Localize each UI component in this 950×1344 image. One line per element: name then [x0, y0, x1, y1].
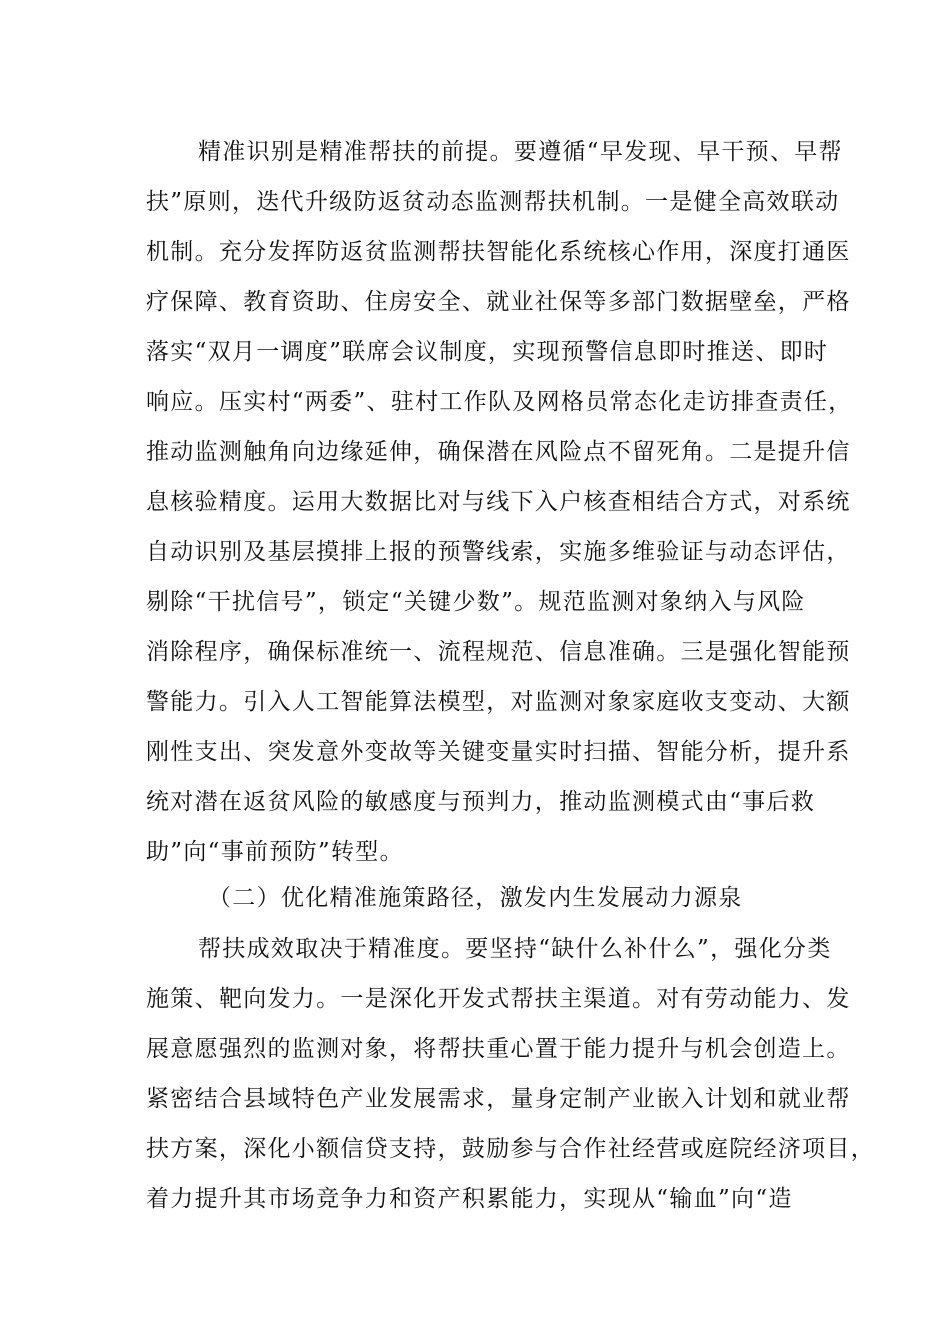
- paragraph-1-line-4: 疗保障、教育资助、住房安全、就业社保等多部门数据壁垒，严格: [146, 289, 851, 315]
- paragraph-1-line-15: 助”向“事前预防”转型。: [146, 839, 404, 865]
- paragraph-2-line-6: 着力提升其市场竞争力和资产积累能力，实现从“输血”向“造: [146, 1186, 793, 1212]
- paragraph-1-line-5: 落实“双月一调度”联席会议制度，实现预警信息即时推送、即时: [146, 339, 829, 365]
- paragraph-1-line-3: 机制。充分发挥防返贫监测帮扶智能化系统核心作用，深度打通医: [146, 239, 851, 265]
- paragraph-1-line-13: 刚性支出、突发意外变故等关键变量实时扫描、智能分析，提升系: [146, 739, 851, 765]
- paragraph-2-line-4: 紧密结合县域特色产业发展需求，量身定制产业嵌入计划和就业帮: [146, 1086, 851, 1112]
- paragraph-2-line-1: 帮扶成效取决于精准度。要坚持“缺什么补什么”，强化分类: [198, 936, 832, 962]
- paragraph-2-line-3: 展意愿强烈的监测对象，将帮扶重心置于能力提升与机会创造上。: [146, 1036, 851, 1062]
- paragraph-1-line-11: 消除程序，确保标准统一、流程规范、信息准确。三是强化智能预: [146, 639, 851, 665]
- paragraph-2-line-2: 施策、靶向发力。一是深化开发式帮扶主渠道。对有劳动能力、发: [146, 986, 851, 1012]
- paragraph-1-line-1: 精准识别是精准帮扶的前提。要遵循“早发现、早干预、早帮: [198, 139, 843, 165]
- paragraph-1-line-10: 剔除“干扰信号”，锁定“关键少数”。规范监测对象纳入与风险: [146, 589, 806, 615]
- paragraph-1-line-8: 息核验精度。运用大数据比对与线下入户核查相结合方式，对系统: [146, 489, 851, 515]
- paragraph-1-line-9: 自动识别及基层摸排上报的预警线索，实施多维验证与动态评估，: [146, 539, 851, 565]
- paragraph-1-line-12: 警能力。引入人工智能算法模型，对监测对象家庭收支变动、大额: [146, 689, 851, 715]
- paragraph-1-line-2: 扶”原则，迭代升级防返贫动态监测帮扶机制。一是健全高效联动: [146, 189, 840, 215]
- paragraph-1-line-6: 响应。压实村“两委”、驻村工作队及网格员常态化走访排查责任，: [146, 389, 853, 415]
- section-heading-2: （二）优化精准施策路径，激发内生发展动力源泉: [208, 885, 743, 911]
- paragraph-1-line-14: 统对潜在返贫风险的敏感度与预判力，推动监测模式由“事后救: [146, 789, 816, 815]
- paragraph-2-line-5: 扶方案，深化小额信贷支持，鼓励参与合作社经营或庭院经济项目，: [146, 1136, 875, 1162]
- paragraph-1-line-7: 推动监测触角向边缘延伸，确保潜在风险点不留死角。二是提升信: [146, 439, 851, 465]
